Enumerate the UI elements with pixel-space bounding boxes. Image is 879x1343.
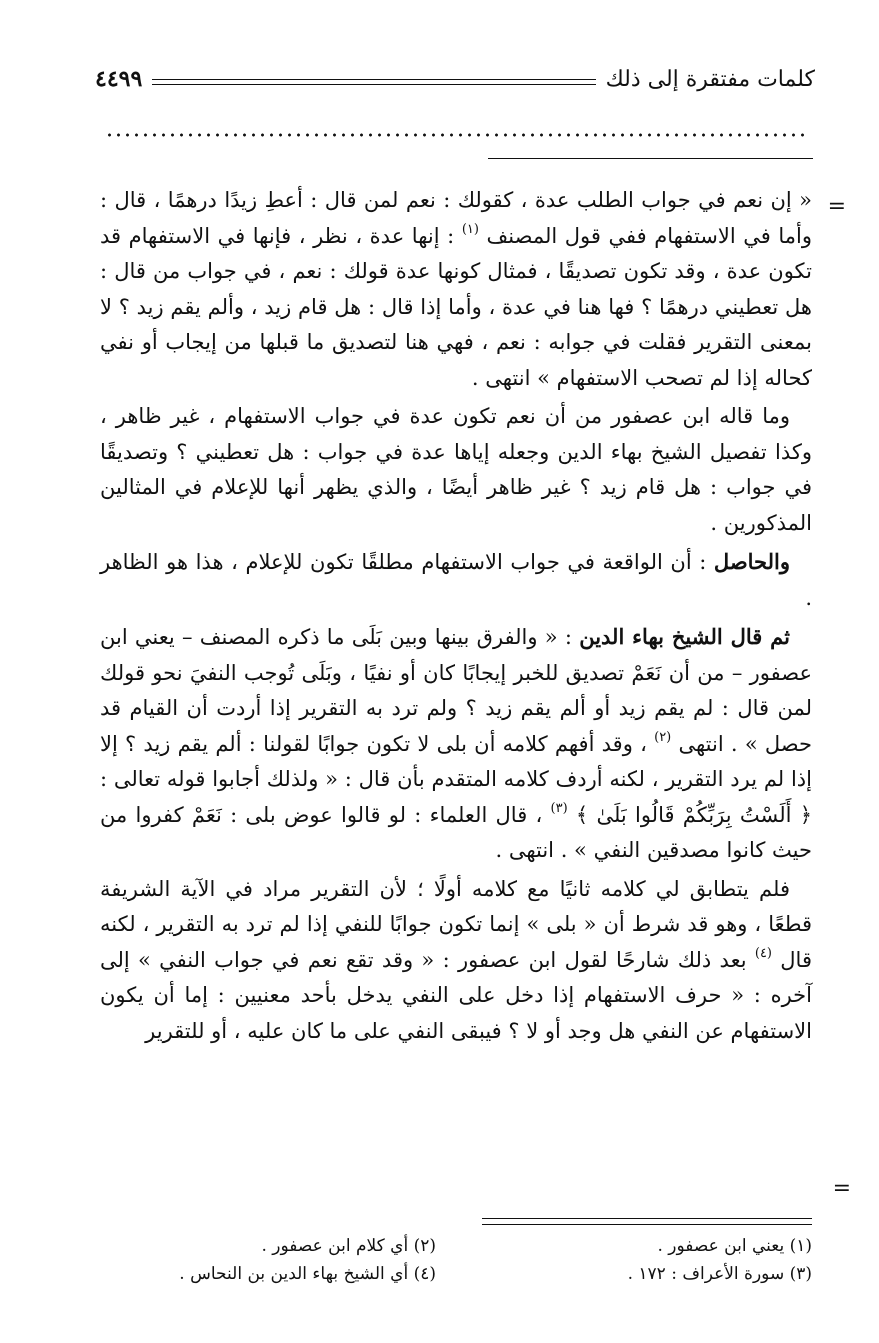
bold-lead: ثم قال الشيخ بهاء الدين xyxy=(579,624,790,649)
paragraph xyxy=(100,872,812,1050)
footnote-3: (٣) سورة الأعراف : ١٧٢ . xyxy=(627,1264,812,1284)
dotted-separator xyxy=(105,128,810,142)
footnote-2: (٢) أي كلام ابن عصفور . xyxy=(261,1236,436,1256)
text-run: بعد ذلك شارحًا لقول ابن عصفور : « وقد تقع نعم في جواب النفي » إلى آخره : « حرف الاستفهام إذا دخل على النفي يدخل بأحد معنيين : إما أن يكون الاستفهام عن النفي هل وجد أو لا ؟ فيبقى النفي على ما كان عليه ، أو للتقرير xyxy=(100,947,812,1043)
paragraph xyxy=(100,544,812,616)
footnote-ref: (٣) xyxy=(550,800,568,816)
text-run: : أن الواقعة في جواب الاستفهام مطلقًا تكون للإعلام ، هذا هو الظاهر . xyxy=(100,550,812,610)
footnote-ref: (٤) xyxy=(754,945,772,961)
paragraph xyxy=(100,183,812,396)
text-run: وما قاله ابن عصفور من أن نعم تكون عدة في جواب الاستفهام ، غير ظاهر ، وكذا تفصيل الشيخ بهاء الدين وجعله إياها عدة في جواب : هل تعطيني ؟ وتصديقًا في جواب : هل قام زيد ؟ غير ظاهر أيضًا ، والذي يظهر أنها للإعلام في المثالين المذكورين . xyxy=(100,404,812,535)
text-run: : « والفرق بينها وبين بَلَى ما ذكره المصنف – يعني ابن عصفور – من أن نَعَمْ تصديق للخبر إيجابًا كان أو نفيًا ، وبَلَى تُوجب النفيَ نحو قولك لمن قال : لم يقم زيد أو ألم يقم زيد ؟ ولم ترد به التقرير إذا أردت أن القيام قد حصل » . انتهى xyxy=(100,625,812,756)
footnote-ref: (١) xyxy=(461,221,479,237)
paragraph xyxy=(100,399,812,541)
running-title: كلمات مفتقرة إلى ذلك xyxy=(605,66,815,92)
footnote-1: (١) يعني ابن عصفور . xyxy=(657,1236,812,1256)
footnote-rule xyxy=(482,1218,812,1219)
bold-lead: والحاصل xyxy=(713,549,790,574)
main-text xyxy=(100,183,812,1049)
page-number: ٤٤٩٩ xyxy=(95,66,143,92)
footnote-rule-thin xyxy=(482,1224,812,1225)
footnotes xyxy=(100,1232,812,1288)
footnote-4: (٤) أي الشيخ بهاء الدين بن النحاس . xyxy=(179,1264,436,1284)
running-head xyxy=(95,62,815,96)
continuation-mark-start: = xyxy=(827,194,846,219)
continuation-mark-end: = xyxy=(832,1176,851,1201)
text-run: فلم يتطابق لي كلامه ثانيًا مع كلامه أولًا ؛ لأن التقرير مراد في الآية الشريفة قطعًا ، وهو قد شرط أن « بلى » إنما تكون جوابًا للنفي إذا لم ترد به التقرير ، لكنه قال xyxy=(100,876,812,972)
text-run: ، وقد أفهم كلامه أن بلى لا تكون جوابًا لقولنا : ألم يقم زيد ؟ إلا إذا لم يرد التقرير ، لكنه أردف كلامه المتقدم بأن قال : « ولذلك أجابوا قوله تعالى : ﴿ أَلَسْتُ بِرَبِّكُمْ قَالُوا بَلَىٰ ﴾ xyxy=(100,731,812,827)
text-run: : إنها عدة ، نظر ، فإنها في الاستفهام قد تكون عدة ، وقد تكون تصديقًا ، فمثال كونها عدة قولك : نعم ، في جواب من قال : هل تعطيني درهمًا ؟ فها هنا في عدة ، وأما إذا قال : هل قام زيد ، وألم يقم زيد ؟ لا بمعنى التقرير فقلت في جوابه : نعم ، فهي هنا لتصديق ما قبلها من إيجاب أو نفي كحاله إذا لم تصحب الاستفهام » انتهى . xyxy=(100,223,812,390)
header-double-rule xyxy=(152,79,595,85)
section-rule xyxy=(488,158,813,159)
text-run: « إن نعم في جواب الطلب عدة ، كقولك : نعم لمن قال : أعطِ زيدًا درهمًا ، قال : وأما في الاستفهام ففي قول المصنف xyxy=(100,188,813,248)
text-run: ، قال العلماء : لو قالوا عوض بلى : نَعَمْ كفروا من حيث كانوا مصدقين النفي » . انتهى . xyxy=(100,802,812,862)
footnote-ref: (٢) xyxy=(654,729,672,745)
paragraph xyxy=(100,619,812,869)
